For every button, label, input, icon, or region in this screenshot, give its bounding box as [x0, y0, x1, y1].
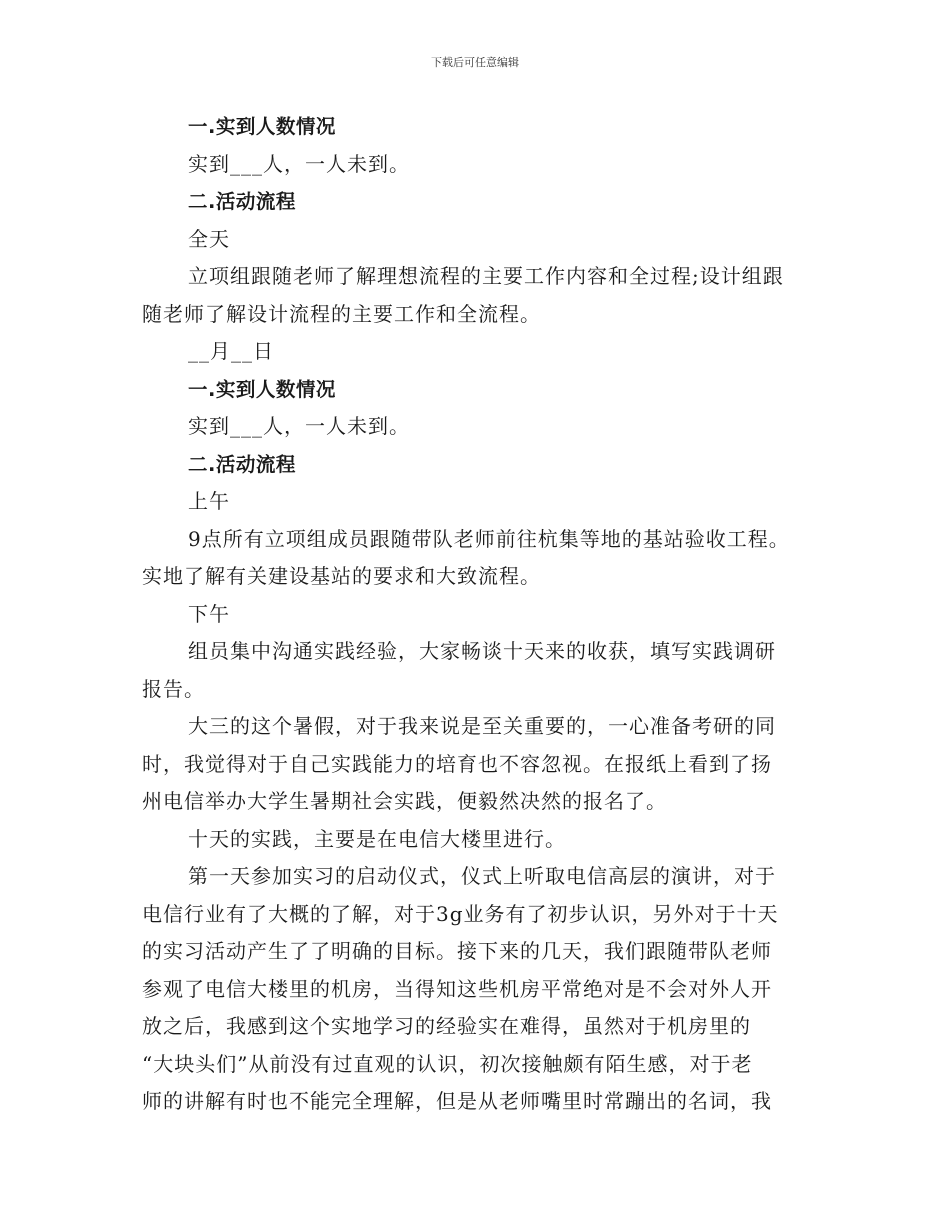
text-line: 9点所有立项组成员跟随带队老师前往杭集等地的基站验收工程。	[188, 526, 790, 551]
text-line: 第一天参加实习的启动仪式，仪式上听取电信高层的演讲，对于	[188, 864, 776, 888]
text-line: 上午	[188, 489, 230, 513]
text-line: 组员集中沟通实践经验，大家畅谈十天来的收获，填写实践调研	[188, 639, 776, 663]
text-line: 参观了电信大楼里的机房，当得知这些机房平常绝对是不会对外人开	[142, 976, 772, 1001]
section-heading: 二.活动流程	[188, 190, 296, 213]
text-line: 实到___人，一人未到。	[188, 414, 410, 438]
text-line: 下午	[188, 601, 230, 626]
section-heading: 一.实到人数情况	[188, 377, 336, 401]
text-line: 随老师了解设计流程的主要工作和全流程。	[142, 301, 541, 326]
text-line: 全天	[188, 226, 230, 251]
text-line: 时，我觉得对于自己实践能力的培育也不容忽视。在报纸上看到了扬	[142, 751, 772, 776]
text-line: 立项组跟随老师了解理想流程的主要工作内容和全过程;设计组跟	[188, 264, 784, 288]
text-line: 实到___人，一人未到。	[188, 151, 410, 176]
text-line: 放之后，我感到这个实地学习的经验实在难得，虽然对于机房里的	[142, 1014, 751, 1038]
text-line: 电信行业有了大概的了解，对于3g业务有了初步认识，另外对于十天	[142, 901, 779, 926]
text-line: __月__日	[188, 339, 274, 363]
text-line: 师的讲解有时也不能完全理解，但是从老师嘴里时常蹦出的名词，我	[142, 1089, 772, 1113]
page-header: 下载后可任意编辑	[431, 56, 519, 69]
section-heading: 一.实到人数情况	[188, 115, 336, 138]
text-line: 州电信举办大学生暑期社会实践，便毅然决然的报名了。	[142, 789, 667, 813]
text-line: 实地了解有关建设基站的要求和大致流程。	[142, 564, 541, 588]
text-line: 十天的实践，主要是在电信大楼里进行。	[188, 826, 566, 851]
document-body	[142, 108, 810, 1121]
text-line: 报告。	[142, 676, 205, 701]
text-line: 大三的这个暑假，对于我来说是至关重要的，一心准备考研的同	[188, 714, 776, 738]
section-heading: 二.活动流程	[188, 452, 296, 476]
text-line: 的实习活动产生了了明确的目标。接下来的几天，我们跟随带队老师	[142, 939, 772, 963]
text-line: “大块头们”从前没有过直观的认识，初次接触颇有陌生感，对于老	[142, 1051, 753, 1076]
